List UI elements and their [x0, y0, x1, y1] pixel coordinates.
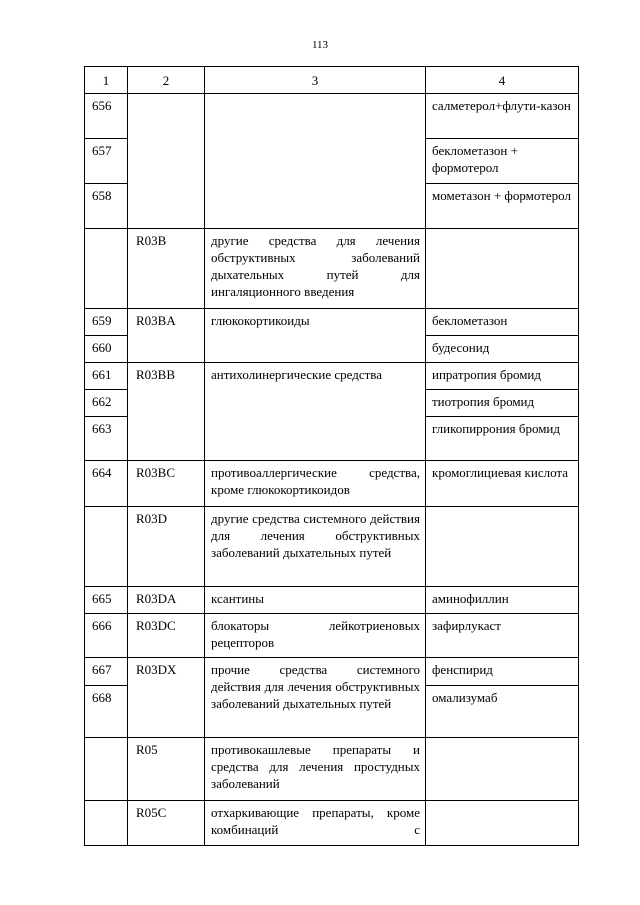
drug-name: зафирлукаст — [426, 614, 579, 658]
row-number: 663 — [85, 417, 128, 461]
column-header: 1 — [85, 67, 128, 94]
atc-code: R03DX — [128, 658, 205, 738]
group-description: прочие средства системного действия для лечения обструктивных заболеваний дыхательных путей — [205, 658, 426, 738]
drug-name — [426, 801, 579, 846]
atc-code: R03DA — [128, 587, 205, 614]
page-number: 113 — [311, 39, 329, 51]
row-number — [85, 738, 128, 801]
row-number: 660 — [85, 336, 128, 363]
table-row — [85, 587, 579, 614]
atc-code: R05C — [128, 801, 205, 846]
row-number: 668 — [85, 686, 128, 738]
table-row — [85, 229, 579, 309]
row-number: 661 — [85, 363, 128, 390]
row-number: 658 — [85, 184, 128, 229]
group-description: ксантины — [205, 587, 426, 614]
group-description: блокаторы лейкотриеновых рецепторов — [205, 614, 426, 658]
drug-name — [426, 507, 579, 587]
column-header: 4 — [426, 67, 579, 94]
row-number — [85, 229, 128, 309]
atc-code: R03DC — [128, 614, 205, 658]
row-number — [85, 801, 128, 846]
row-number: 657 — [85, 139, 128, 184]
drug-name: кромоглициевая кислота — [426, 461, 579, 507]
row-number: 667 — [85, 658, 128, 686]
table-row — [85, 507, 579, 587]
table-row — [85, 309, 579, 336]
medication-table — [84, 66, 579, 846]
drug-name: салметерол+флути-казон — [426, 94, 579, 139]
drug-name: будесонид — [426, 336, 579, 363]
group-description: отхаркивающие препараты, кроме комбинаций с — [205, 801, 426, 846]
atc-code: R03BA — [128, 309, 205, 363]
row-number: 656 — [85, 94, 128, 139]
row-number: 665 — [85, 587, 128, 614]
atc-code: R03BB — [128, 363, 205, 461]
group-description: другие средства системного действия для лечения обструктивных заболеваний дыхательных путей — [205, 507, 426, 587]
group-description — [205, 94, 426, 229]
table-row — [85, 94, 579, 139]
drug-name: ипратропия бромид — [426, 363, 579, 390]
row-number — [85, 507, 128, 587]
group-description: глюкокортикоиды — [205, 309, 426, 363]
table-row — [85, 658, 579, 686]
row-number: 662 — [85, 390, 128, 417]
table-row — [85, 363, 579, 390]
drug-name: мометазон + формотерол — [426, 184, 579, 229]
atc-code: R03BC — [128, 461, 205, 507]
group-description: другие средства для лечения обструктивных заболеваний дыхательных путей для ингаляционного введения — [205, 229, 426, 309]
group-description: антихолинергические средства — [205, 363, 426, 461]
atc-code: R03D — [128, 507, 205, 587]
table-header-row — [85, 67, 579, 94]
drug-name: фенспирид — [426, 658, 579, 686]
atc-code: R05 — [128, 738, 205, 801]
drug-name — [426, 229, 579, 309]
group-description: противоаллергические средства, кроме глюкокортикоидов — [205, 461, 426, 507]
drug-name: беклометазон — [426, 309, 579, 336]
atc-code: R03B — [128, 229, 205, 309]
table-row — [85, 461, 579, 507]
table-row — [85, 738, 579, 801]
table-row — [85, 614, 579, 658]
table-row — [85, 801, 579, 846]
row-number: 666 — [85, 614, 128, 658]
drug-name: тиотропия бромид — [426, 390, 579, 417]
column-header: 2 — [128, 67, 205, 94]
drug-name: аминофиллин — [426, 587, 579, 614]
row-number: 664 — [85, 461, 128, 507]
drug-name: гликопиррония бромид — [426, 417, 579, 461]
group-description: противокашлевые препараты и средства для лечения простудных заболеваний — [205, 738, 426, 801]
column-header: 3 — [205, 67, 426, 94]
drug-name: беклометазон + формотерол — [426, 139, 579, 184]
atc-code — [128, 94, 205, 229]
row-number: 659 — [85, 309, 128, 336]
drug-name: омализумаб — [426, 686, 579, 738]
drug-name — [426, 738, 579, 801]
